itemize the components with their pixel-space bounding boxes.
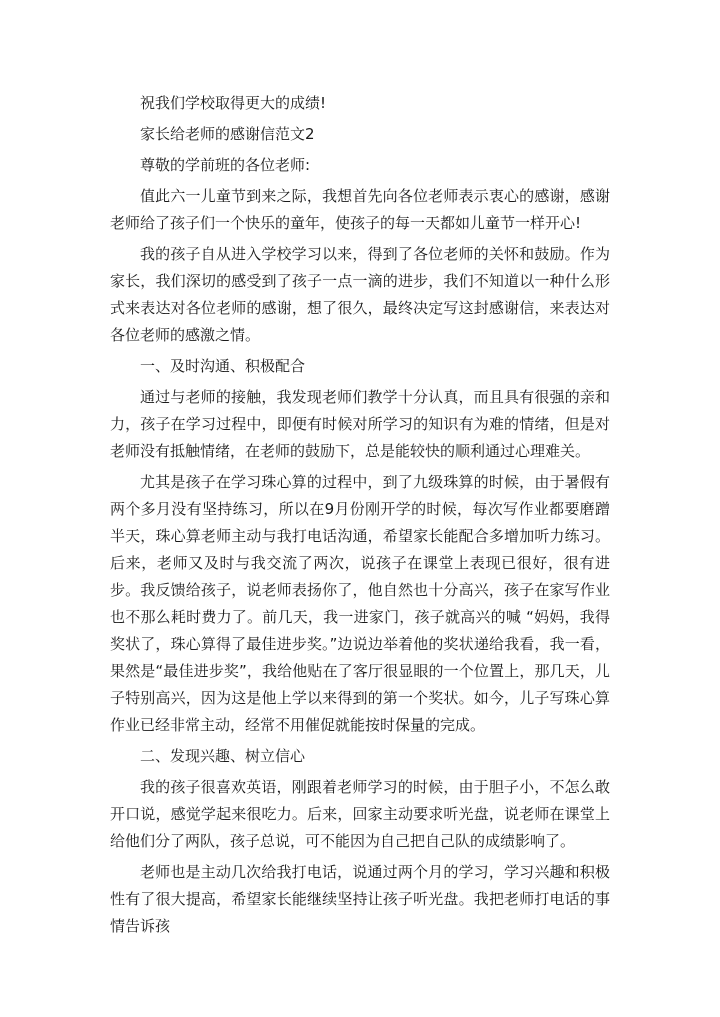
paragraph: 我的孩子很喜欢英语，刚跟着老师学习的时候，由于胆子小，不怎么敢开口说，感觉学起来很吃力。后来，回家主动要求听光盘，说老师在课堂上给他们分了两队，孩子总说，可不能因为自己把自己队的成绩影响了。: [110, 778, 610, 850]
section-heading: 二、发现兴趣、树立信心: [140, 747, 306, 765]
paragraph: 尤其是孩子在学习珠心算的过程中，到了九级珠算的时候，由于暑假有两个多月没有坚持练习，所以在9月份刚开学的时候，每次写作业都要磨蹭半天，珠心算老师主动与我打电话沟通，希望家长能配合多增加听力练习。后来，老师又及时与我交流了两次，说孩子在课堂上表现已很好，很有进步。我反馈给孩子，说老师表扬你了，他自然也十分高兴，孩子在家写作业也不那么耗时费力了。前几天，我一进家门，孩子就高兴的喊 “妈妈，我得奖状了，珠心算得了最佳进步奖。”边说边举着他的奖状递给我看，我一看，果然是“最佳进步奖”，我给他贴在了客厅很显眼的一个位置上，那几天，儿子特别高兴，因为这是他上学以来得到的第一个奖状。如今，儿子写珠心算作业已经非常主动，经常不用催促就能按时保量的完成。: [110, 473, 610, 734]
document-title: 家长给老师的感谢信范文2: [140, 125, 315, 143]
paragraph: 我的孩子自从进入学校学习以来，得到了各位老师的关怀和鼓励。作为家长，我们深切的感受到了孩子一点一滴的进步，我们不知道以一种什么形式来表达对各位老师的感谢，想了很久，最终决定写这封感谢信，来表达对各位老师的感激之情。: [110, 245, 610, 344]
paragraph: 通过与老师的接触，我发现老师们教学十分认真，而且具有很强的亲和力，孩子在学习过程中，即便有时候对所学习的知识有为难的情绪，但是对老师没有抵触情绪，在老师的鼓励下，总是能较快的顺利通过心理难关。: [110, 388, 610, 460]
document-body: [110, 90, 610, 940]
closing-wish: 祝我们学校取得更大的成绩!: [140, 94, 327, 112]
salutation: 尊敬的学前班的各位老师:: [140, 156, 311, 174]
section-heading: 一、及时沟通、积极配合: [140, 357, 306, 375]
paragraph: 老师也是主动几次给我打电话，说通过两个月的学习，学习兴趣和积极性有了很大提高，希望家长能继续坚持让孩子听光盘。我把老师打电话的事情告诉孩: [110, 863, 610, 935]
paragraph: 值此六一儿童节到来之际，我想首先向各位老师表示衷心的感谢，感谢老师给了孩子们一个快乐的童年，使孩子的每一天都如儿童节一样开心!: [110, 187, 610, 232]
